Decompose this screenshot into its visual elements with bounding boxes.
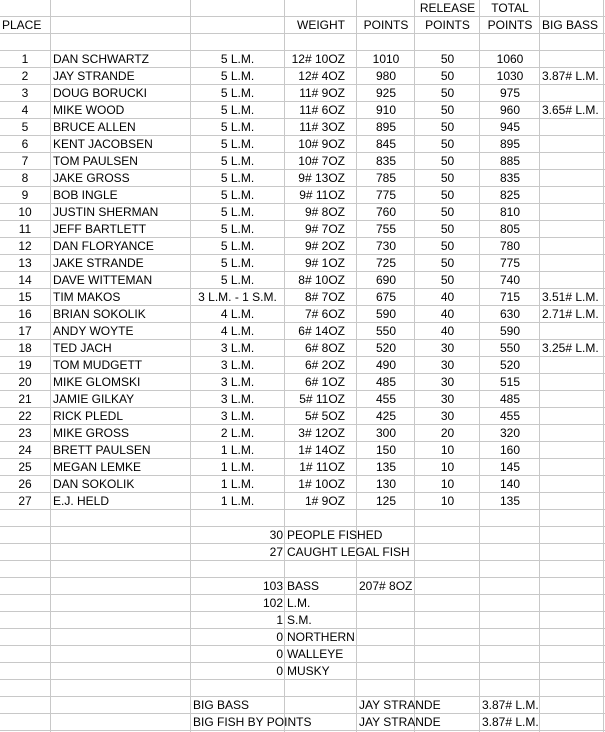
fish-count-cell: 1 L.M.	[220, 477, 255, 491]
big-bass-cell	[540, 408, 605, 425]
big-bass-cell: 3.87# L.M.	[542, 69, 599, 83]
points-cell: 455	[375, 392, 397, 406]
total-points-cell: 740	[499, 273, 521, 287]
award-big-bass-value: 3.87# L.M.	[482, 698, 539, 712]
weight-cell: 11# 9OZ	[299, 86, 345, 100]
total-points-cell: 945	[499, 120, 521, 134]
summary-northern-label: NORTHERN	[287, 630, 355, 644]
fish-count-cell: 5 L.M.	[220, 69, 255, 83]
total-points-cell: 140	[499, 477, 521, 491]
fish-count-cell: 5 L.M.	[220, 205, 255, 219]
release-points-cell: 10	[440, 460, 455, 474]
summary-lm-label: L.M.	[287, 596, 311, 610]
release-points-cell: 30	[440, 375, 455, 389]
summary-bass-count: 103	[262, 579, 283, 593]
place-cell: 10	[18, 205, 32, 219]
award-big-bass-winner: JAY STRANDE	[359, 698, 441, 712]
fish-count-cell: 3 L.M.	[220, 358, 255, 372]
total-points-cell: 960	[499, 103, 521, 117]
angler-name-cell: MEGAN LEMKE	[53, 460, 142, 474]
fish-count-cell: 5 L.M.	[220, 52, 255, 66]
fish-count-cell: 5 L.M.	[220, 256, 255, 270]
award-big-fish-points-winner: JAY STRANDE	[359, 715, 441, 729]
points-cell: 835	[375, 154, 397, 168]
fish-count-cell: 3 L.M.	[220, 392, 255, 406]
big-bass-cell	[540, 51, 605, 68]
total-points-cell: 520	[499, 358, 521, 372]
header-big-bass: BIG BASS	[542, 18, 599, 32]
total-points-cell: 885	[499, 154, 521, 168]
total-points-cell: 455	[499, 409, 521, 423]
angler-name-cell: DAN SCHWARTZ	[53, 52, 149, 66]
summary-people-fished-count: 30	[269, 528, 283, 542]
place-cell: 26	[18, 477, 32, 491]
points-cell: 130	[375, 477, 397, 491]
big-bass-cell: 2.71# L.M.	[542, 307, 599, 321]
release-points-cell: 50	[440, 52, 455, 66]
release-points-cell: 30	[440, 392, 455, 406]
place-cell: 24	[18, 443, 32, 457]
release-points-cell: 50	[440, 103, 455, 117]
big-bass-cell	[540, 425, 605, 442]
fish-count-cell: 5 L.M.	[220, 137, 255, 151]
big-bass-cell	[540, 170, 605, 187]
points-cell: 895	[375, 120, 397, 134]
weight-cell: 8# 7OZ	[304, 290, 345, 304]
points-cell: 755	[375, 222, 397, 236]
points-cell: 425	[375, 409, 397, 423]
points-cell: 550	[375, 324, 397, 338]
angler-name-cell: TED JACH	[53, 341, 112, 355]
weight-cell: 1# 14OZ	[298, 443, 345, 457]
release-points-cell: 50	[440, 69, 455, 83]
points-cell: 925	[375, 86, 397, 100]
total-points-cell: 630	[499, 307, 521, 321]
fish-count-cell: 1 L.M.	[220, 460, 255, 474]
fish-count-cell: 2 L.M.	[220, 426, 255, 440]
release-points-cell: 50	[440, 86, 455, 100]
award-big-fish-points-value: 3.87# L.M.	[482, 715, 539, 729]
angler-name-cell: DAVE WITTEMAN	[53, 273, 153, 287]
points-cell: 485	[375, 375, 397, 389]
angler-name-cell: BRUCE ALLEN	[53, 120, 136, 134]
total-points-cell: 975	[499, 86, 521, 100]
angler-name-cell: DAN SOKOLIK	[53, 477, 135, 491]
fish-count-cell: 3 L.M.	[220, 409, 255, 423]
points-cell: 730	[375, 239, 397, 253]
angler-name-cell: MIKE GROSS	[53, 426, 130, 440]
angler-name-cell: TOM PAULSEN	[53, 154, 138, 168]
big-bass-cell	[540, 187, 605, 204]
points-cell: 725	[375, 256, 397, 270]
place-cell: 19	[18, 358, 32, 372]
header-total-bottom: POINTS	[487, 18, 533, 32]
weight-cell: 3# 12OZ	[298, 426, 345, 440]
angler-name-cell: BOB INGLE	[53, 188, 118, 202]
angler-name-cell: JAY STRANDE	[53, 69, 135, 83]
weight-cell: 10# 9OZ	[298, 137, 345, 151]
weight-cell: 1# 9OZ	[304, 494, 345, 508]
fish-count-cell: 5 L.M.	[220, 171, 255, 185]
weight-cell: 12# 4OZ	[298, 69, 345, 83]
weight-cell: 6# 1OZ	[304, 375, 345, 389]
summary-lm-count: 102	[262, 596, 283, 610]
summary-caught-legal-count: 27	[269, 545, 283, 559]
total-points-cell: 485	[499, 392, 521, 406]
weight-cell: 9# 13OZ	[298, 171, 345, 185]
total-points-cell: 835	[499, 171, 521, 185]
summary-bass-label: BASS	[287, 579, 320, 593]
total-points-cell: 895	[499, 137, 521, 151]
place-cell: 20	[18, 375, 32, 389]
summary-sm-label: S.M.	[287, 613, 312, 627]
weight-cell: 6# 14OZ	[298, 324, 345, 338]
big-bass-cell	[540, 85, 605, 102]
weight-cell: 7# 6OZ	[304, 307, 345, 321]
release-points-cell: 40	[440, 290, 455, 304]
summary-people-fished-label: PEOPLE FISHED	[287, 528, 383, 542]
summary-caught-legal-label: CAUGHT LEGAL FISH	[287, 545, 410, 559]
weight-cell: 10# 7OZ	[298, 154, 345, 168]
fish-count-cell: 3 L.M.	[220, 375, 255, 389]
total-points-cell: 810	[499, 205, 521, 219]
release-points-cell: 30	[440, 358, 455, 372]
big-bass-cell	[540, 493, 605, 510]
weight-cell: 9# 1OZ	[304, 256, 345, 270]
big-bass-cell	[540, 255, 605, 272]
header-release-bottom: POINTS	[425, 18, 470, 32]
award-big-bass-label: BIG BASS	[193, 698, 250, 712]
place-cell: 7	[21, 154, 29, 168]
place-cell: 23	[18, 426, 32, 440]
place-cell: 2	[21, 69, 29, 83]
place-cell: 15	[18, 290, 32, 304]
fish-count-cell: 5 L.M.	[220, 222, 255, 236]
award-big-fish-points-label: BIG FISH BY POINTS	[193, 715, 312, 729]
angler-name-cell: JEFF BARTLETT	[53, 222, 147, 236]
angler-name-cell: DAN FLORYANCE	[53, 239, 154, 253]
total-points-cell: 1030	[496, 69, 524, 83]
summary-walleye-label: WALLEYE	[287, 647, 344, 661]
header-place: PLACE	[2, 18, 42, 32]
place-cell: 13	[18, 256, 32, 270]
big-bass-cell	[540, 136, 605, 153]
weight-cell: 1# 11OZ	[299, 460, 345, 474]
fish-count-cell: 4 L.M.	[220, 324, 255, 338]
big-bass-cell	[540, 323, 605, 340]
header-total-top: TOTAL	[491, 1, 529, 15]
total-points-cell: 145	[499, 460, 521, 474]
place-cell: 4	[21, 103, 29, 117]
total-points-cell: 780	[499, 239, 521, 253]
place-cell: 21	[18, 392, 32, 406]
points-cell: 520	[375, 341, 397, 355]
points-cell: 300	[375, 426, 397, 440]
summary-bass-weight: 207# 8OZ	[359, 579, 413, 593]
points-cell: 690	[375, 273, 397, 287]
points-cell: 775	[375, 188, 397, 202]
release-points-cell: 20	[440, 426, 455, 440]
points-cell: 845	[375, 137, 397, 151]
place-cell: 16	[18, 307, 32, 321]
big-bass-cell: 3.51# L.M.	[542, 290, 599, 304]
fish-count-cell: 5 L.M.	[220, 273, 255, 287]
place-cell: 25	[18, 460, 32, 474]
big-bass-cell	[540, 391, 605, 408]
angler-name-cell: JAKE GROSS	[53, 171, 130, 185]
total-points-cell: 825	[499, 188, 521, 202]
weight-cell: 5# 11OZ	[299, 392, 345, 406]
release-points-cell: 10	[440, 494, 455, 508]
place-cell: 1	[21, 52, 29, 66]
summary-musky-label: MUSKY	[287, 664, 330, 678]
weight-cell: 6# 8OZ	[304, 341, 345, 355]
release-points-cell: 50	[440, 171, 455, 185]
points-cell: 760	[375, 205, 397, 219]
total-points-cell: 590	[499, 324, 521, 338]
angler-name-cell: KENT JACOBSEN	[53, 137, 153, 151]
total-points-cell: 515	[499, 375, 521, 389]
place-cell: 17	[18, 324, 32, 338]
angler-name-cell: BRETT PAULSEN	[53, 443, 151, 457]
fish-count-cell: 1 L.M.	[220, 494, 255, 508]
fish-count-cell: 5 L.M.	[220, 86, 255, 100]
total-points-cell: 135	[499, 494, 521, 508]
release-points-cell: 50	[440, 256, 455, 270]
big-bass-cell	[540, 459, 605, 476]
total-points-cell: 1060	[496, 52, 524, 66]
fish-count-cell: 5 L.M.	[220, 154, 255, 168]
fish-count-cell: 5 L.M.	[220, 120, 255, 134]
angler-name-cell: TOM MUDGETT	[53, 358, 143, 372]
angler-name-cell: JUSTIN SHERMAN	[53, 205, 159, 219]
release-points-cell: 10	[440, 443, 455, 457]
total-points-cell: 320	[499, 426, 521, 440]
points-cell: 490	[375, 358, 397, 372]
big-bass-cell: 3.65# L.M.	[542, 103, 599, 117]
points-cell: 135	[375, 460, 397, 474]
weight-cell: 8# 10OZ	[298, 273, 345, 287]
angler-name-cell: DOUG BORUCKI	[53, 86, 148, 100]
place-cell: 9	[21, 188, 29, 202]
place-cell: 12	[18, 239, 32, 253]
release-points-cell: 50	[440, 154, 455, 168]
big-bass-cell	[540, 357, 605, 374]
release-points-cell: 50	[440, 120, 455, 134]
summary-musky-count: 0	[276, 664, 283, 678]
big-bass-cell	[540, 119, 605, 136]
place-cell: 22	[18, 409, 32, 423]
fish-count-cell: 1 L.M.	[220, 443, 255, 457]
big-bass-cell	[540, 272, 605, 289]
angler-name-cell: BRIAN SOKOLIK	[53, 307, 146, 321]
release-points-cell: 30	[440, 341, 455, 355]
total-points-cell: 715	[499, 290, 521, 304]
total-points-cell: 805	[499, 222, 521, 236]
release-points-cell: 40	[440, 307, 455, 321]
weight-cell: 11# 6OZ	[299, 103, 345, 117]
place-cell: 18	[18, 341, 32, 355]
angler-name-cell: RICK PLEDL	[53, 409, 124, 423]
angler-name-cell: JAKE STRANDE	[53, 256, 144, 270]
total-points-cell: 550	[499, 341, 521, 355]
points-cell: 980	[375, 69, 397, 83]
total-points-cell: 160	[499, 443, 521, 457]
release-points-cell: 10	[440, 477, 455, 491]
release-points-cell: 30	[440, 409, 455, 423]
header-weight: WEIGHT	[297, 18, 345, 32]
weight-cell: 6# 2OZ	[304, 358, 345, 372]
points-cell: 150	[375, 443, 397, 457]
header-release-top: RELEASE	[419, 1, 476, 15]
big-bass-cell	[540, 238, 605, 255]
place-cell: 8	[21, 171, 29, 185]
weight-cell: 9# 11OZ	[299, 188, 345, 202]
big-bass-cell	[540, 221, 605, 238]
fish-count-cell: 5 L.M.	[220, 103, 255, 117]
header-points: POINTS	[363, 18, 409, 32]
angler-name-cell: MIKE GLOMSKI	[53, 375, 141, 389]
angler-name-cell: ANDY WOYTE	[53, 324, 134, 338]
fish-count-cell: 5 L.M.	[220, 188, 255, 202]
big-bass-cell	[540, 204, 605, 221]
fish-count-cell: 3 L.M.	[220, 341, 255, 355]
weight-cell: 9# 8OZ	[304, 205, 345, 219]
release-points-cell: 50	[440, 137, 455, 151]
big-bass-cell: 3.25# L.M.	[542, 341, 599, 355]
weight-cell: 1# 10OZ	[298, 477, 345, 491]
big-bass-cell	[540, 442, 605, 459]
angler-name-cell: TIM MAKOS	[53, 290, 121, 304]
points-cell: 910	[375, 103, 397, 117]
weight-cell: 9# 7OZ	[304, 222, 345, 236]
points-cell: 125	[375, 494, 397, 508]
weight-cell: 9# 2OZ	[304, 239, 345, 253]
place-cell: 5	[21, 120, 29, 134]
points-cell: 675	[375, 290, 397, 304]
place-cell: 11	[18, 222, 32, 236]
place-cell: 6	[21, 137, 29, 151]
summary-sm-count: 1	[276, 613, 283, 627]
release-points-cell: 50	[440, 239, 455, 253]
points-cell: 785	[375, 171, 397, 185]
angler-name-cell: MIKE WOOD	[53, 103, 125, 117]
angler-name-cell: JAMIE GILKAY	[53, 392, 135, 406]
weight-cell: 11# 3OZ	[299, 120, 345, 134]
summary-northern-count: 0	[276, 630, 283, 644]
points-cell: 1010	[372, 52, 400, 66]
points-cell: 590	[375, 307, 397, 321]
release-points-cell: 50	[440, 205, 455, 219]
big-bass-cell	[540, 374, 605, 391]
fish-count-cell: 3 L.M. - 1 S.M.	[198, 290, 277, 304]
weight-cell: 5# 5OZ	[304, 409, 345, 423]
release-points-cell: 40	[440, 324, 455, 338]
big-bass-cell	[540, 476, 605, 493]
weight-cell: 12# 10OZ	[291, 52, 345, 66]
place-cell: 3	[21, 86, 29, 100]
fish-count-cell: 4 L.M.	[220, 307, 255, 321]
big-bass-cell	[540, 153, 605, 170]
release-points-cell: 50	[440, 222, 455, 236]
angler-name-cell: E.J. HELD	[53, 494, 110, 508]
summary-walleye-count: 0	[276, 647, 283, 661]
place-cell: 27	[18, 494, 32, 508]
fish-count-cell: 5 L.M.	[220, 239, 255, 253]
release-points-cell: 50	[440, 273, 455, 287]
release-points-cell: 50	[440, 188, 455, 202]
place-cell: 14	[18, 273, 32, 287]
total-points-cell: 775	[499, 256, 521, 270]
